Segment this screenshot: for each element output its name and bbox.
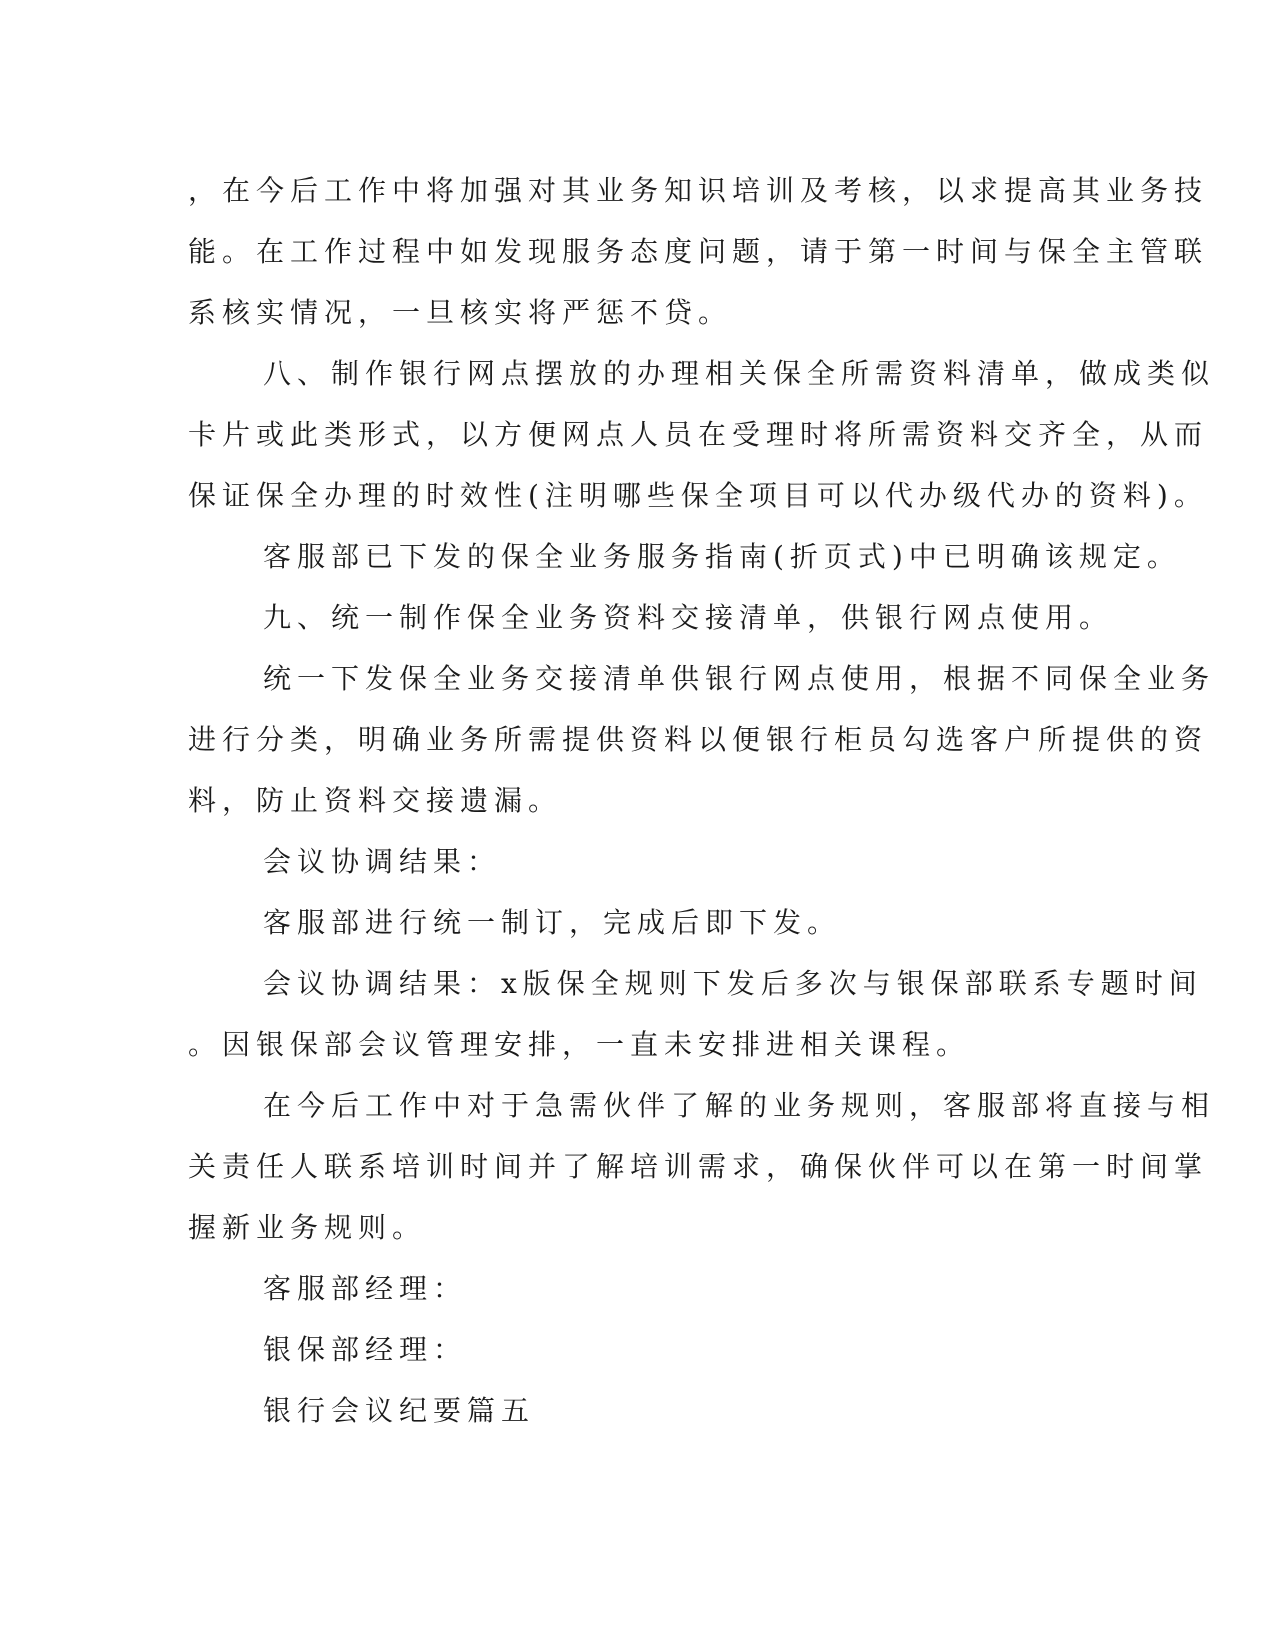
text-line: 关责任人联系培训时间并了解培训需求，确保伙伴可以在第一时间掌 (188, 1150, 1209, 1183)
text-line: 九、统一制作保全业务资料交接清单，供银行网点使用。 (263, 601, 1114, 634)
text-line: 在今后工作中对于急需伙伴了解的业务规则，客服部将直接与相 (263, 1089, 1216, 1122)
text-line: 料，防止资料交接遗漏。 (188, 784, 563, 817)
text-line: 。因银保部会议管理安排，一直未安排进相关课程。 (188, 1028, 971, 1061)
text-line: 卡片或此类形式，以方便网点人员在受理时将所需资料交齐全，从而 (188, 418, 1209, 451)
text-line: 客服部已下发的保全业务服务指南(折页式)中已明确该规定。 (263, 540, 1181, 573)
text-line: 进行分类，明确业务所需提供资料以便银行柜员勾选客户所提供的资 (188, 723, 1209, 756)
text-line: ，在今后工作中将加强对其业务知识培训及考核，以求提高其业务技 (188, 174, 1209, 207)
text-line: 保证保全办理的时效性(注明哪些保全项目可以代办级代办的资料)。 (188, 479, 1208, 512)
text-line: 客服部经理： (263, 1272, 468, 1305)
text-line: 能。在工作过程中如发现服务态度问题，请于第一时间与保全主管联 (188, 235, 1209, 268)
text-line: 银保部经理： (263, 1333, 468, 1366)
text-line: 统一下发保全业务交接清单供银行网点使用，根据不同保全业务 (263, 662, 1216, 695)
text-line: 会议协调结果： (263, 845, 502, 878)
text-line: 会议协调结果：x版保全规则下发后多次与银保部联系专题时间 (263, 967, 1203, 1000)
text-line: 八、制作银行网点摆放的办理相关保全所需资料清单，做成类似 (263, 357, 1216, 390)
text-line: 系核实情况，一旦核实将严惩不贷。 (188, 296, 733, 329)
text-line: 握新业务规则。 (188, 1211, 427, 1244)
section-heading: 银行会议纪要篇五 (263, 1394, 536, 1427)
document-page (188, 160, 1216, 1441)
text-line: 客服部进行统一制订，完成后即下发。 (263, 906, 842, 939)
